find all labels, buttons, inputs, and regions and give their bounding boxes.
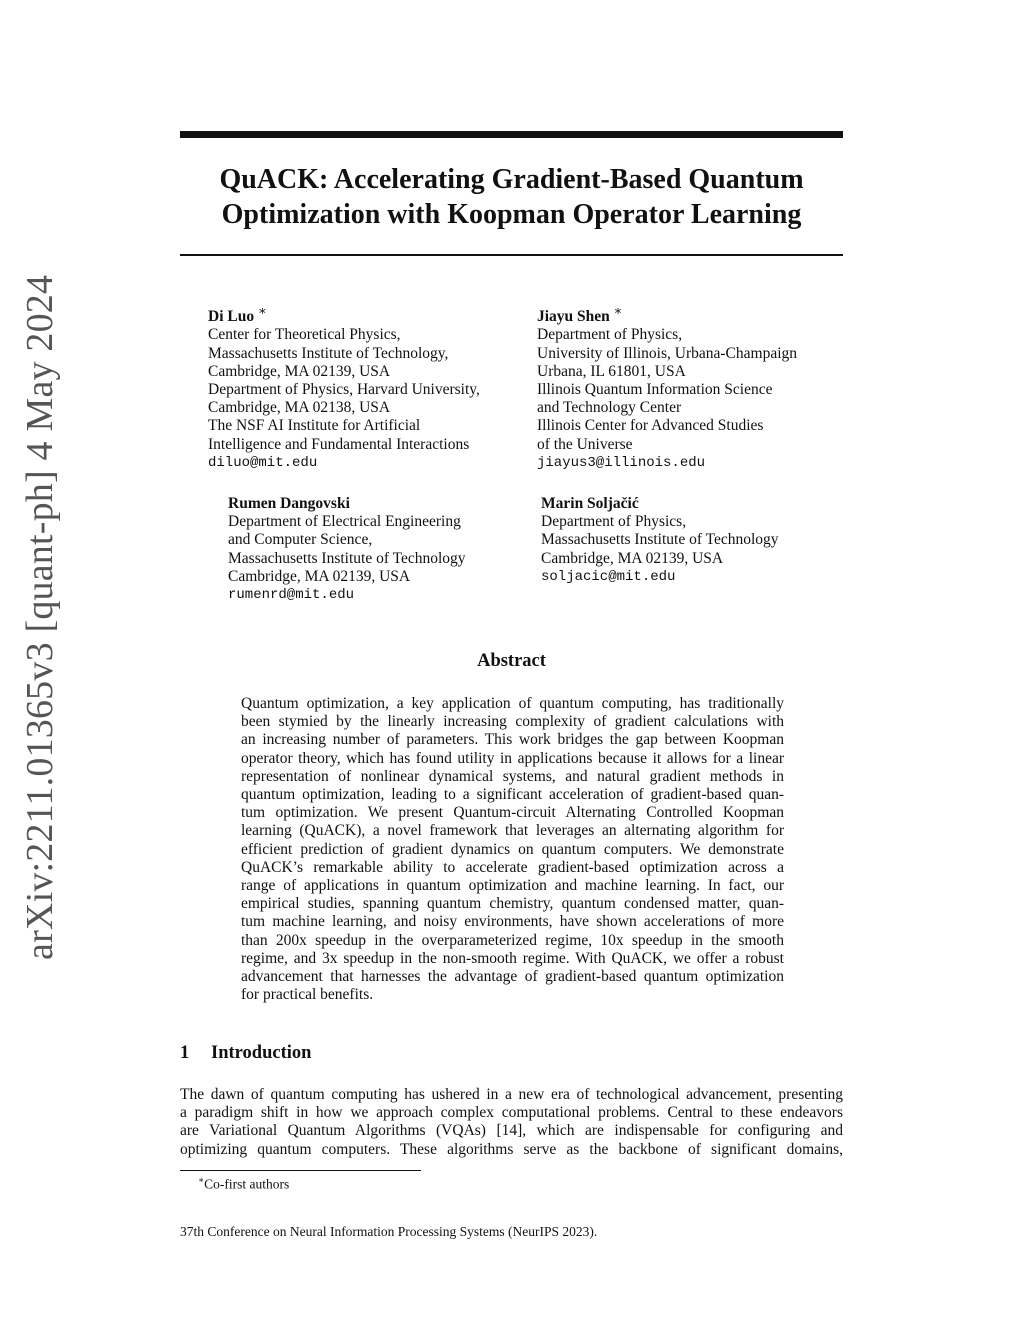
affiliation-line: The NSF AI Institute for Artificial	[208, 417, 421, 435]
affiliation-line: Department of Physics,	[541, 513, 687, 531]
abstract-line: than 200x speedup in the overparameterized regime, 10x speedup in the smooth	[241, 931, 784, 949]
affiliation-line: Illinois Quantum Information Science	[537, 380, 773, 398]
paper-title	[180, 162, 843, 232]
abstract-line: QuACK’s remarkable ability to accelerate gradient-based optimization across a	[241, 858, 784, 876]
author-email[interactable]: soljacic@mit.edu	[541, 568, 676, 585]
paragraph-line: The dawn of quantum computing has ushered in a new era of technological advancement, presenting	[180, 1086, 843, 1103]
venue-line: 37th Conference on Neural Information Processing Systems (NeurIPS 2023).	[180, 1224, 598, 1239]
author-mark: ∗	[257, 303, 267, 318]
footnote-mark: ∗	[198, 1175, 205, 1185]
abstract-line: quantum optimization, leading to a significant acceleration of gradient-based quan-	[241, 786, 784, 804]
title-bottom-rule	[180, 254, 843, 256]
abstract-line: learning (QuACK), a novel framework that leverages an alternating algorithm for	[241, 822, 784, 840]
author-mark: ∗	[613, 303, 623, 318]
author-block-jiayu-shen	[537, 302, 797, 472]
abstract-line: empirical studies, spanning quantum chemistry, quantum condensed matter, quan-	[241, 895, 784, 913]
author-email[interactable]: diluo@mit.edu	[208, 454, 318, 471]
title-line: QuACK: Accelerating Gradient-Based Quantum	[219, 164, 804, 195]
abstract-line: range of applications in quantum optimization and machine learning. In fact, our	[241, 877, 784, 895]
affiliation-line: Cambridge, MA 02138, USA	[208, 399, 391, 417]
paragraph-line: are Variational Quantum Algorithms (VQAs) [14], which are indispensable for configuring and	[180, 1122, 843, 1140]
section-title: Introduction	[211, 1043, 312, 1063]
paragraph-line: optimizing quantum computers. These algorithms serve as the backbone of significant domains,	[180, 1140, 843, 1158]
author-name: Jiayu Shen	[537, 308, 610, 326]
abstract-line: tum optimization. We present Quantum-circuit Alternating Controlled Koopman	[241, 804, 784, 822]
affiliation-line: University of Illinois, Urbana-Champaign	[537, 344, 798, 362]
affiliation-line: Department of Electrical Engineering	[228, 513, 461, 531]
abstract-line: advancement that harnesses the advantage of gradient-based quantum optimization	[241, 968, 784, 986]
abstract-line: Quantum optimization, a key application of quantum computing, has traditionally	[241, 695, 784, 712]
affiliation-line: Urbana, IL 61801, USA	[537, 362, 686, 380]
arxiv-stamp: arXiv:2211.01365v3 [quant-ph] 4 May 2024	[19, 274, 61, 960]
introduction-body	[180, 1086, 843, 1159]
author-name: Rumen Dangovski	[228, 495, 350, 512]
author-name: Marin Soljačić	[541, 495, 639, 512]
abstract-line: regime, and 3x speedup in the non-smooth regime. With QuACK, we offer a robust	[241, 949, 784, 967]
footnote-rule	[180, 1170, 421, 1171]
affiliation-line: Illinois Center for Advanced Studies	[537, 417, 764, 435]
abstract-line: operator theory, which has found utility in applications because it allows for a linear	[241, 749, 784, 767]
abstract-line: efficient prediction of gradient dynamics on quantum computers. We demonstrate	[241, 840, 784, 858]
title-line: Optimization with Koopman Operator Learning	[221, 199, 802, 230]
paragraph-line: a paradigm shift in how we approach complex computational problems. Central to these endeavors	[180, 1104, 843, 1122]
abstract-body	[241, 695, 784, 1004]
abstract-line: representation of nonlinear dynamical systems, and natural gradient methods in	[241, 767, 784, 785]
affiliation-line: Cambridge, MA 02139, USA	[228, 567, 411, 585]
author-name: Di Luo	[208, 308, 255, 326]
affiliation-line: Massachusetts Institute of Technology	[228, 549, 466, 567]
footnote-text: Co-first authors	[204, 1176, 290, 1192]
author-block-marin-soljacic	[541, 495, 779, 586]
affiliation-line: Department of Physics,	[537, 326, 683, 344]
affiliation-line: Cambridge, MA 02139, USA	[541, 549, 724, 567]
author-block-di-luo	[208, 302, 480, 472]
abstract-line: been stymied by the linearly increasing complexity of gradient calculations with	[241, 713, 784, 731]
section-heading-introduction	[180, 1043, 311, 1064]
affiliation-line: Massachusetts Institute of Technology	[541, 531, 779, 549]
affiliation-line: Cambridge, MA 02139, USA	[208, 362, 391, 380]
footnote	[198, 1175, 289, 1193]
affiliation-line: Massachusetts Institute of Technology,	[208, 344, 449, 362]
abstract-line: for practical benefits.	[241, 986, 374, 1004]
affiliation-line: Intelligence and Fundamental Interactions	[208, 435, 470, 453]
section-number: 1	[180, 1043, 190, 1063]
affiliation-line: and Technology Center	[537, 399, 682, 417]
abstract-line: an increasing number of parameters. This work bridges the gap between Koopman	[241, 731, 784, 749]
abstract-heading: Abstract	[477, 651, 546, 671]
affiliation-line: Center for Theoretical Physics,	[208, 326, 401, 344]
author-email[interactable]: jiayus3@illinois.edu	[537, 454, 706, 471]
author-block-rumen-dangovski	[228, 495, 466, 604]
affiliation-line: Department of Physics, Harvard University,	[208, 380, 480, 398]
author-email[interactable]: rumenrd@mit.edu	[228, 587, 355, 604]
abstract-line: tum machine learning, and noisy environments, have shown accelerations of more	[241, 913, 784, 931]
title-top-rule	[180, 131, 843, 138]
affiliation-line: of the Universe	[537, 435, 633, 453]
affiliation-line: and Computer Science,	[228, 531, 373, 549]
